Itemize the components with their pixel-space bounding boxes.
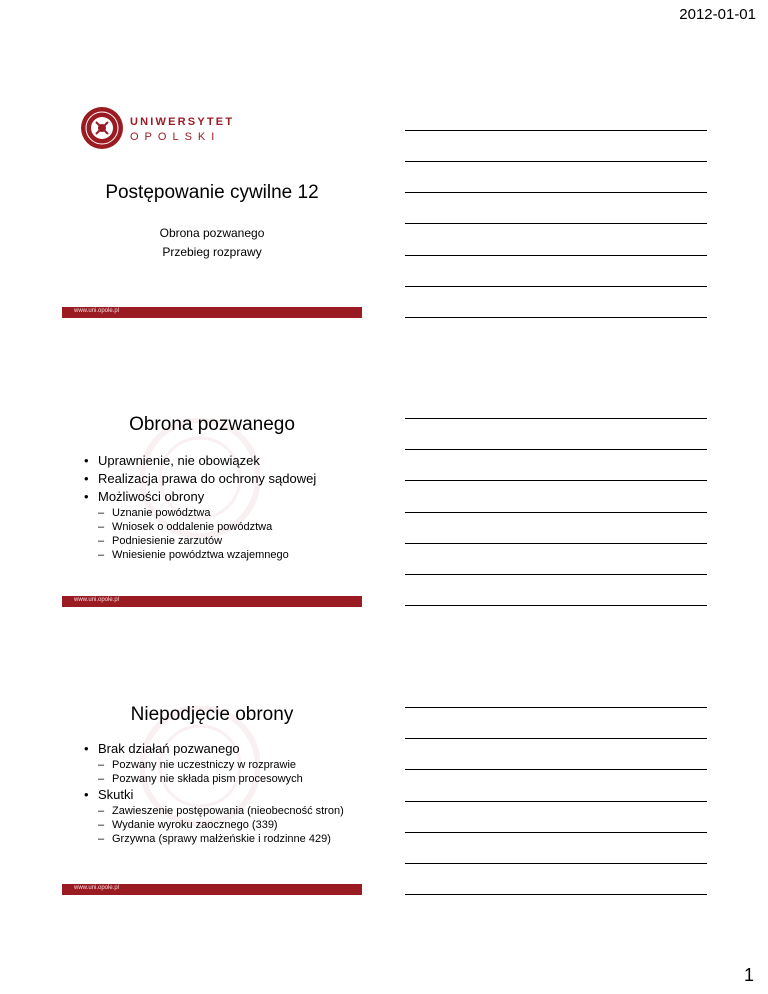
bullet-text: Pozwany nie składa pism procesowych (112, 773, 303, 785)
bullet-text: Podniesienie zarzutów (112, 535, 223, 547)
bullet-list (84, 740, 354, 846)
note-line (405, 769, 707, 770)
university-seal-icon (80, 106, 124, 150)
sub-bullet-item (84, 772, 354, 786)
page-date: 2012-01-01 (679, 6, 756, 23)
bullet-text: Uprawnienie, nie obowiązek (98, 453, 260, 468)
note-line (405, 255, 707, 256)
sub-bullet-item (84, 818, 354, 832)
dash-marker: – (98, 819, 105, 831)
note-line (405, 543, 707, 544)
dash-marker: – (98, 521, 105, 533)
bullet-item (84, 452, 354, 470)
bullet-text: Zawieszenie postępowania (nieobecność stron) (112, 805, 344, 817)
note-line (405, 738, 707, 739)
dash-marker: – (98, 549, 105, 561)
dash-marker: – (98, 507, 105, 519)
footer-bar (62, 307, 362, 318)
slide-title: Obrona pozwanego (129, 414, 295, 435)
note-line (405, 317, 707, 318)
note-line (405, 192, 707, 193)
footer-bar (62, 884, 362, 895)
footer-url: www.uni.opole.pl (74, 597, 120, 603)
sub-bullet-item (84, 804, 354, 818)
bullet-text: Skutki (98, 787, 134, 802)
sub-bullet-item (84, 520, 354, 534)
slide-subtitle: Obrona pozwanego (159, 226, 265, 240)
page-number: 1 (743, 965, 754, 985)
university-logo (80, 106, 260, 152)
bullet-text: Wydanie wyroku zaocznego (339) (112, 819, 278, 831)
bullet-text: Realizacja prawa do ochrony sądowej (98, 471, 317, 486)
note-line (405, 286, 707, 287)
bullet-item (84, 786, 354, 804)
footer-url: www.uni.opole.pl (74, 308, 120, 314)
bullet-list (84, 452, 354, 562)
note-line (405, 130, 707, 131)
note-line (405, 894, 707, 895)
dash-marker: – (98, 759, 105, 771)
dash-marker: – (98, 535, 105, 547)
bullet-text: Pozwany nie uczestniczy w rozprawie (112, 759, 297, 771)
dash-marker: – (98, 773, 105, 785)
slide-2 (62, 378, 362, 608)
sub-bullet-item (84, 832, 354, 846)
sub-bullet-item (84, 534, 354, 548)
bullet-text: Wniesienie powództwa wzajemnego (112, 549, 289, 561)
sub-bullet-item (84, 758, 354, 772)
sub-bullet-item (84, 506, 354, 520)
footer-bar (62, 596, 362, 607)
bullet-item (84, 470, 354, 488)
bullet-text: Możliwości obrony (98, 489, 205, 504)
footer-url: www.uni.opole.pl (74, 885, 120, 891)
note-line (405, 605, 707, 606)
note-line (405, 801, 707, 802)
logo-name-line2: OPOLSKI (130, 131, 221, 143)
dash-marker: – (98, 833, 105, 845)
slide-title: Postępowanie cywilne 12 (105, 182, 319, 203)
bullet-item (84, 488, 354, 506)
note-line (405, 161, 707, 162)
bullet-text: Uznanie powództwa (112, 507, 211, 519)
bullet-text: Brak działań pozwanego (98, 741, 240, 756)
note-line (405, 480, 707, 481)
note-line (405, 512, 707, 513)
note-line (405, 863, 707, 864)
note-line (405, 832, 707, 833)
note-line (405, 707, 707, 708)
slide-3 (62, 666, 362, 896)
sub-bullet-item (84, 548, 354, 562)
note-line (405, 574, 707, 575)
note-line (405, 418, 707, 419)
note-line (405, 223, 707, 224)
slide-subtitle: Przebieg rozprawy (162, 245, 262, 259)
bullet-text: Grzywna (sprawy małżeńskie i rodzinne 429) (112, 833, 331, 845)
dash-marker: – (98, 805, 105, 817)
note-line (405, 449, 707, 450)
bullet-text: Wniosek o oddalenie powództwa (112, 521, 273, 533)
slide-1 (62, 88, 362, 318)
logo-name-line1: UNIWERSYTET (130, 116, 235, 128)
slide-title: Niepodjęcie obrony (130, 704, 294, 725)
bullet-item (84, 740, 354, 758)
